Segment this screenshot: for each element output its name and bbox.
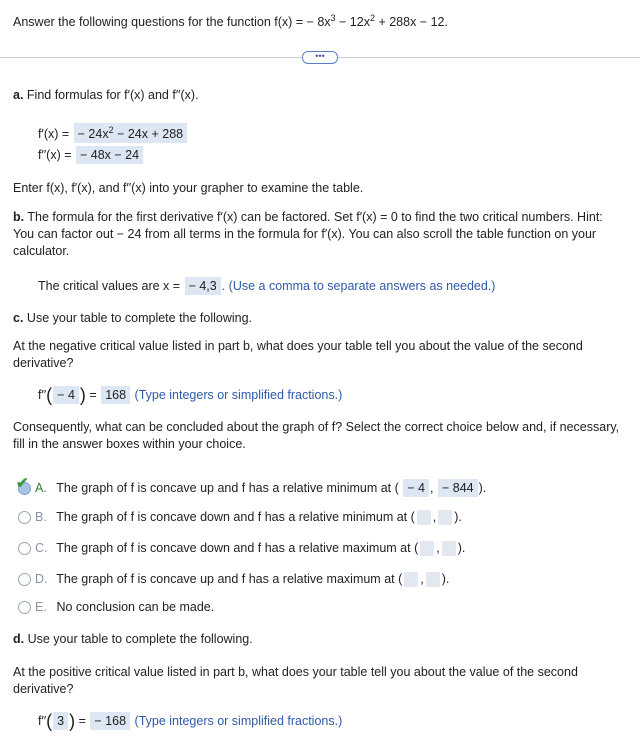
part-c-question: At the negative critical value listed in part b, what does your table tell you about the value of the second derivative? [13,339,583,370]
choice-b-x-input[interactable] [417,510,431,525]
conclusion-prompt: Consequently, what can be concluded about the graph of f? Select the correct choice below and, if necessary, fill in the answer boxes within your choice. [13,420,620,451]
critical-values-row: The critical values are x = − 4,3 . (Use a comma to separate answers as needed.) [38,279,496,293]
part-c-argument[interactable]: − 4 [53,386,79,404]
part-d-value-answer[interactable]: − 168 [90,712,130,730]
choice-b[interactable]: B. The graph of f is concave down and f has a relative minimum at ( , ). [18,510,462,525]
choice-c[interactable]: C. The graph of f is concave down and f has a relative maximum at ( , ). [18,541,465,556]
more-button[interactable]: ••• [302,51,338,64]
first-derivative-answer[interactable]: − $24x^2 - 24x + 288$ [74,123,187,143]
part-d-prompt: d. Use your table to complete the following. [13,632,253,646]
part-c-second-derivative-row: f′′( − 4 ) = 168 (Type integers or simplified fractions.) [38,385,343,405]
choice-d-y-input[interactable] [426,572,440,587]
choice-a[interactable]: ✔ A. The graph of f is concave up and f has a relative minimum at ( − 4 , − 844 ). [16,475,487,495]
radio-d[interactable] [18,573,31,586]
choice-a-y-answer[interactable]: − 844 [438,479,478,497]
second-derivative-row: f′′(x) = − 48x − 24 [38,146,144,164]
first-derivative-row: f′(x) = − $24x^2 - 24x + 288$ [38,123,188,143]
part-d-question: At the positive critical value listed in part b, what does your table tell you about the value of the second derivative? [13,665,578,696]
part-b-prompt: b. The formula for the first derivative f′(x) can be factored. Set f′(x) = 0 to find the two critical numbers. Hint: You can factor out − 24 from all terms in the formula for f′(x). You can also scroll the table function on your calculator. [13,210,603,258]
grapher-note: Enter f(x), f′(x), and f′′(x) into your grapher to examine the table. [13,181,364,195]
choice-d-x-input[interactable] [404,572,418,587]
choice-c-y-input[interactable] [442,541,456,556]
part-d-argument[interactable]: 3 [53,712,68,730]
choice-d[interactable]: D. The graph of f is concave up and f has a relative maximum at ( , ). [18,572,449,587]
correct-check-icon: ✔ [16,475,29,492]
part-c-value-answer[interactable]: 168 [101,386,130,404]
second-derivative-answer[interactable]: − 48x − 24 [76,146,143,164]
radio-e[interactable] [18,601,31,614]
choice-c-x-input[interactable] [420,541,434,556]
part-a-prompt: a. Find formulas for f′(x) and f′′(x). [13,88,199,102]
choice-e[interactable]: E. No conclusion can be made. [18,600,214,614]
radio-b[interactable] [18,511,31,524]
part-c-prompt: c. Use your table to complete the following. [13,311,253,325]
radio-c[interactable] [18,542,31,555]
part-d-second-derivative-row: f′′( 3 ) = − 168 (Type integers or simplified fractions.) [38,711,343,731]
question-header: Answer the following questions for the function f(x) = − $8x^3 - 12x^2 + 288x - 12$. [13,13,448,30]
choice-b-y-input[interactable] [438,510,452,525]
choice-a-x-answer[interactable]: − 4 [403,479,429,497]
critical-values-answer[interactable]: − 4,3 [185,277,221,295]
